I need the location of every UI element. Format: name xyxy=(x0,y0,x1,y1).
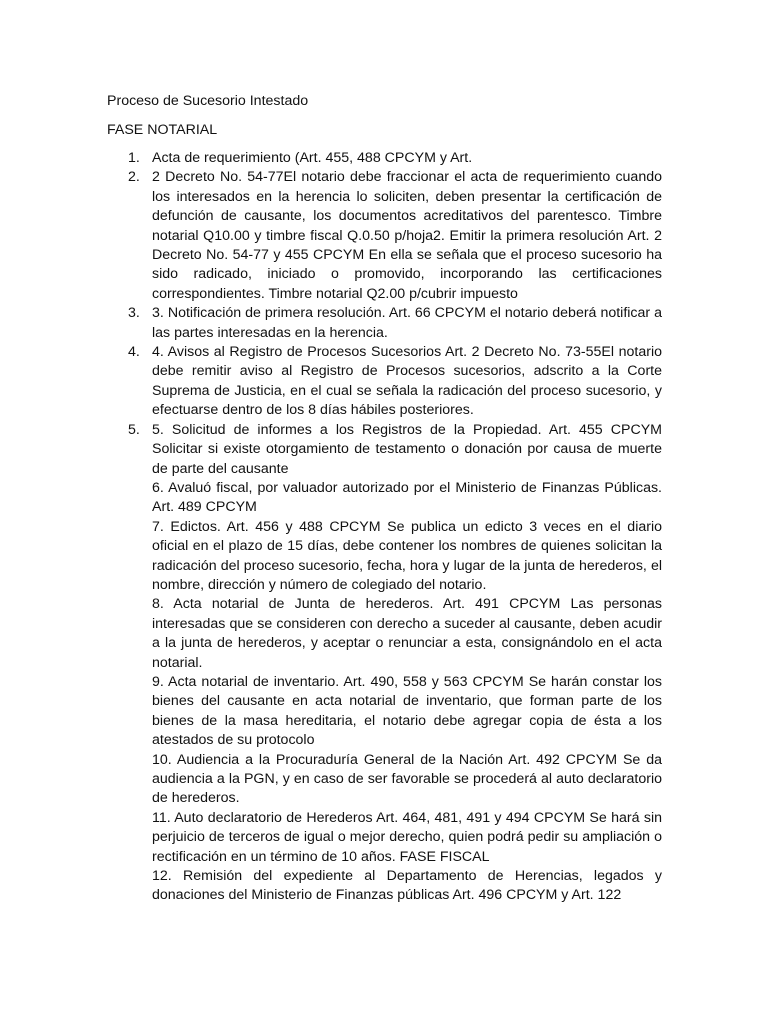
list-item-text: 7. Edictos. Art. 456 y 488 CPCYM Se publica un edicto 3 veces en el diario oficial en el plazo de 15 días, debe contener los nombres de quienes solicitan la radicación del proceso sucesorio, fecha, hora y lugar de la junta de herederos, el nombre, dirección y número de colegiado del notario. xyxy=(152,518,662,593)
list-item-number: 2. xyxy=(128,169,140,186)
list-item-text: 3. Notificación de primera resolución. Art. 66 CPCYM el notario deberá notificar a las partes interesadas en la herencia. xyxy=(152,305,662,341)
list-item xyxy=(128,421,662,479)
list-item-text: 10. Audiencia a la Procuraduría General de la Nación Art. 492 CPCYM Se da audiencia a la PGN, y en caso de ser favorable se procederá al auto declaratorio de herederos. xyxy=(152,751,662,807)
list-item-number: 1. xyxy=(128,150,140,166)
list-item-text: 9. Acta notarial de inventario. Art. 490, 558 y 563 CPCYM Se harán constar los bienes del causante en acta notarial de inventario, que forman parte de los bienes de la masa hereditaria, el notario debe agregar copia de ésta a los atestados de su protocolo xyxy=(152,673,662,749)
list-item-number: 5. xyxy=(128,421,140,438)
list-item-text: 6. Avaluó fiscal, por valuador autorizado por el Ministerio de Finanzas Públicas. Art. 489 CPCYM xyxy=(152,479,662,516)
list-item-text: 12. Remisión del expediente al Departamento de Herencias, legados y donaciones del Ministerio de Finanzas públicas Art. 496 CPCYM y Art. 122 xyxy=(152,868,662,904)
list-item xyxy=(128,343,662,421)
list-item-number: 4. xyxy=(128,344,140,361)
list-item xyxy=(152,595,662,673)
list-item xyxy=(152,479,662,518)
document-title: Proceso de Sucesorio Intestado xyxy=(107,93,309,109)
list-item-text: 4. Avisos al Registro de Procesos Sucesorios Art. 2 Decreto No. 73-55El notario debe remitir aviso al Registro de Procesos sucesorios, adscrito a la Corte Suprema de Justicia, en el cual se señala la radicación del proceso sucesorio, y efectuarse dentro de los 8 días hábiles posteriores. xyxy=(152,344,662,419)
list-item-text: 8. Acta notarial de Junta de herederos. Art. 491 CPCYM Las personas interesadas que se consideren con derecho a suceder al causante, deben acudir a la junta de herederos, y aceptar o renunciar a esta, consignándolo en el acta notarial. xyxy=(152,596,662,671)
list-item xyxy=(152,673,662,751)
list-item-text: 2 Decreto No. 54-77El notario debe fraccionar el acta de requerimiento cuando los interesados en la herencia lo soliciten, deben presentar la certificación de defunción de causante, los documentos acreditativos del parentesco. Timbre notarial Q10.00 y timbre fiscal Q.0.50 p/hoja2. Emitir la primera resolución Art. 2 Decreto No. 54-77 y 455 CPCYM En ella se señala que el proceso sucesorio ha sido radicado, iniciado o promovido, incorporando las certificaciones correspondientes. Timbre notarial Q2.00 p/cubrir impuesto xyxy=(152,169,662,302)
list-item xyxy=(152,867,662,906)
list-item-text: Acta de requerimiento (Art. 455, 488 CPCYM y Art. xyxy=(152,150,473,166)
list-item xyxy=(128,304,662,343)
list-item xyxy=(128,149,662,168)
list-item-text: 11. Auto declaratorio de Herederos Art. 464, 481, 491 y 494 CPCYM Se hará sin perjuicio de terceros de igual o mejor derecho, quien podrá pedir su ampliación o rectificación en un término de 10 años. FASE FISCAL xyxy=(152,809,662,865)
list-item xyxy=(152,518,662,596)
list-item xyxy=(128,168,662,304)
procedure-steps-list xyxy=(128,149,662,906)
phase-heading: FASE NOTARIAL xyxy=(107,122,218,138)
list-item xyxy=(152,809,662,867)
list-item xyxy=(152,751,662,809)
list-item-number: 3. xyxy=(128,305,140,322)
list-item-text: 5. Solicitud de informes a los Registros de la Propiedad. Art. 455 CPCYM Solicitar si existe otorgamiento de testamento o donación por causa de muerte de parte del causante xyxy=(152,421,662,477)
